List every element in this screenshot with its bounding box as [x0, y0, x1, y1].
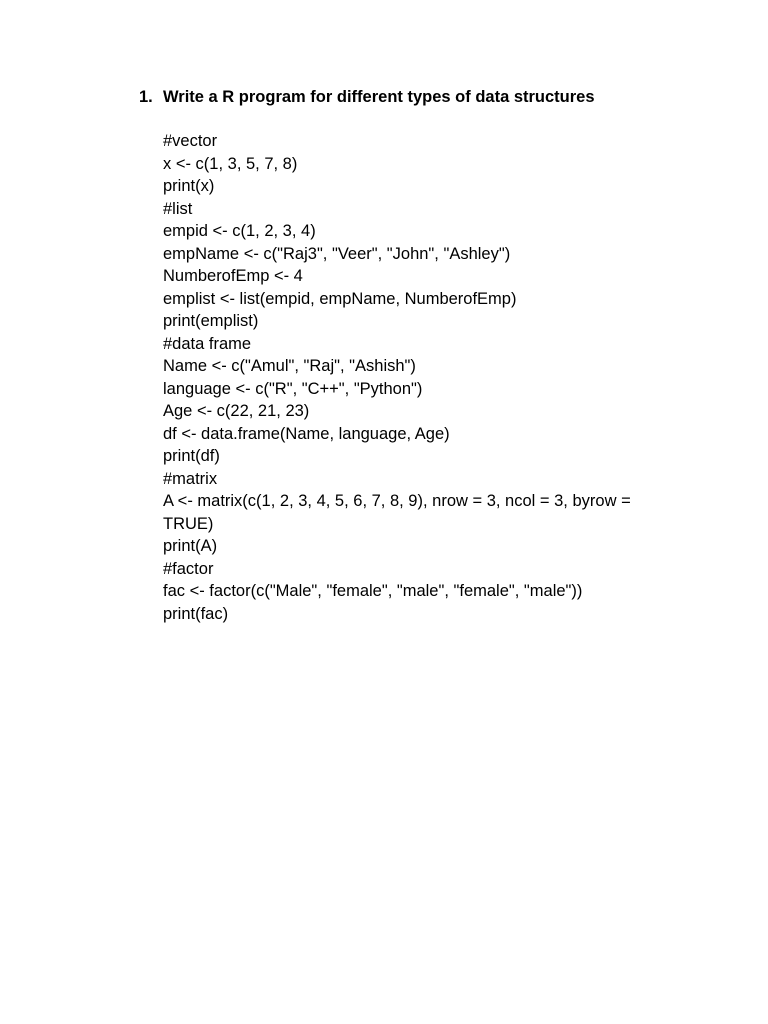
code-line: fac <- factor(c("Male", "female", "male", "female", "male")) — [163, 582, 583, 600]
code-line: #data frame — [163, 334, 252, 353]
code-block — [163, 130, 653, 625]
code-line: NumberofEmp <- 4 — [163, 267, 303, 285]
code-line: print(x) — [163, 177, 215, 195]
code-line: x <- c(1, 3, 5, 7, 8) — [163, 154, 298, 173]
question-heading — [139, 86, 699, 108]
code-line: #vector — [163, 132, 218, 150]
code-line: Name <- c("Amul", "Raj", "Ashish") — [163, 357, 416, 375]
code-line: print(fac) — [163, 604, 229, 623]
code-line: #matrix — [163, 469, 218, 488]
code-line: empName <- c("Raj3", "Veer", "John", "Ashley") — [163, 244, 511, 263]
code-line: print(df) — [163, 447, 220, 465]
code-line: print(A) — [163, 537, 218, 555]
code-line: emplist <- list(empid, empName, NumberofEmp) — [163, 289, 517, 308]
code-line: empid <- c(1, 2, 3, 4) — [163, 222, 316, 240]
code-line: #factor — [163, 559, 214, 578]
code-line: A <- matrix(c(1, 2, 3, 4, 5, 6, 7, 8, 9), nrow = 3, ncol = 3, byrow = TRUE) — [163, 492, 636, 533]
question-number: 1. — [139, 88, 153, 106]
code-line: language <- c("R", "C++", "Python") — [163, 379, 423, 398]
code-line: #list — [163, 199, 193, 218]
code-line: print(emplist) — [163, 312, 259, 330]
question-title: Write a R program for different types of data structures — [163, 88, 595, 106]
code-line: Age <- c(22, 21, 23) — [163, 402, 310, 420]
code-line: df <- data.frame(Name, language, Age) — [163, 424, 450, 443]
